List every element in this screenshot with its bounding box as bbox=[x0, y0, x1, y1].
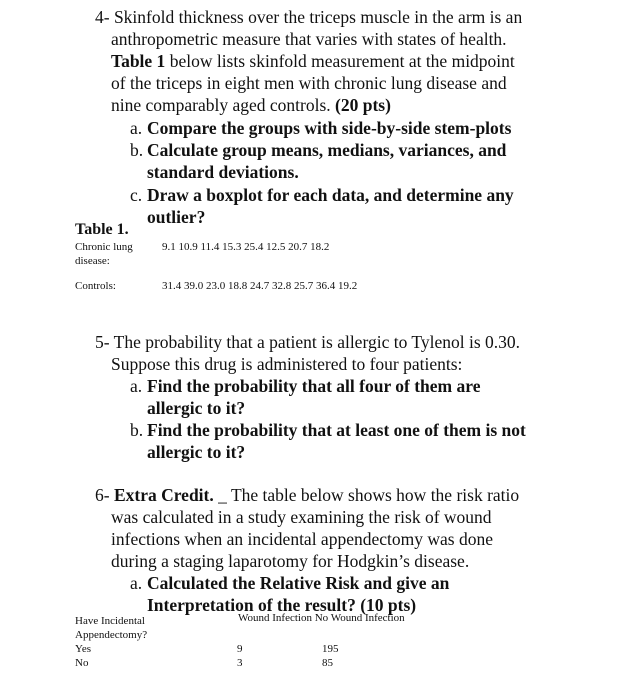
risk-row-no-no-infection: 85 bbox=[322, 657, 333, 669]
q4b-label: b. bbox=[130, 140, 144, 160]
q4c-label: c. bbox=[130, 185, 143, 205]
risk-row-no-label: No bbox=[75, 657, 89, 669]
q5a-text-1: Find the probability that all four of them are bbox=[147, 376, 481, 396]
q4-line-5-text: nine comparably aged controls. bbox=[111, 95, 336, 115]
q6a-text-2: Interpretation of the result? (10 pts) bbox=[147, 595, 417, 615]
q4-line-2: anthropometric measure that varies with states of health. bbox=[111, 29, 507, 49]
q6-prefix: 6- bbox=[95, 485, 114, 505]
q4-line-3 bbox=[111, 50, 515, 72]
risk-row-yes-no-infection: 195 bbox=[322, 643, 339, 655]
table1-title: Table 1. bbox=[75, 221, 129, 238]
q6-line-1-rest: The table below shows how the risk ratio bbox=[230, 485, 520, 505]
table1-row1-values: 9.1 10.9 11.4 15.3 25.4 12.5 20.7 18.2 bbox=[162, 241, 330, 253]
q5b-label: b. bbox=[130, 420, 144, 440]
q6a-label: a. bbox=[130, 573, 143, 593]
q6-line-2: was calculated in a study examining the risk of wound bbox=[111, 507, 492, 527]
q6-line-1 bbox=[95, 484, 519, 506]
q5b-text-1: Find the probability that at least one of them is not bbox=[147, 420, 526, 440]
risk-row-no-infection: 3 bbox=[237, 657, 243, 669]
q5b-text-2: allergic to it? bbox=[147, 442, 246, 462]
q4b-text-1: Calculate group means, medians, variances, and bbox=[147, 140, 507, 160]
q4-line-1: 4- Skinfold thickness over the triceps muscle in the arm is an bbox=[95, 7, 523, 27]
q6a-text-1: Calculated the Relative Risk and give an bbox=[147, 573, 450, 593]
q5-line-2: Suppose this drug is administered to four patients: bbox=[111, 354, 463, 374]
table1-row1-label-2: disease: bbox=[75, 255, 110, 267]
q5a-text-2: allergic to it? bbox=[147, 398, 246, 418]
q4c-text-2: outlier? bbox=[147, 207, 206, 227]
q4b-text-2: standard deviations. bbox=[147, 162, 299, 182]
q4a-text: Compare the groups with side-by-side stem-plots bbox=[147, 118, 512, 138]
risk-table-header-right: Wound Infection No Wound Infection bbox=[238, 612, 405, 624]
table-ref: Table 1 bbox=[111, 51, 166, 71]
table1-row1-label-1: Chronic lung bbox=[75, 241, 133, 253]
q6-blank: _ bbox=[213, 485, 231, 505]
q5a-label: a. bbox=[130, 376, 143, 396]
q4-points: (20 pts) bbox=[335, 95, 391, 115]
risk-table-header-left-2: Appendectomy? bbox=[75, 629, 148, 641]
q4-line-3-rest: below lists skinfold measurement at the midpoint bbox=[165, 51, 515, 71]
table1-row2-values: 31.4 39.0 23.0 18.8 24.7 32.8 25.7 36.4 19.2 bbox=[162, 280, 358, 292]
q6-line-3: infections when an incidental appendectomy was done bbox=[111, 529, 493, 549]
q4-line-4: of the triceps in eight men with chronic lung disease and bbox=[111, 73, 507, 93]
extra-credit-label: Extra Credit. bbox=[113, 485, 214, 505]
q4-line-5 bbox=[111, 94, 391, 116]
table1-row2-label: Controls: bbox=[75, 280, 116, 292]
q4c-text-1: Draw a boxplot for each data, and determine any bbox=[147, 185, 514, 205]
q6-line-4: during a staging laparotomy for Hodgkin’s disease. bbox=[111, 551, 470, 571]
risk-row-yes-infection: 9 bbox=[237, 643, 243, 655]
risk-row-yes-label: Yes bbox=[75, 643, 92, 655]
q5-line-1: 5- The probability that a patient is allergic to Tylenol is 0.30. bbox=[95, 332, 521, 352]
q4a-label: a. bbox=[130, 118, 143, 138]
risk-table-header-left-1: Have Incidental bbox=[75, 615, 145, 627]
